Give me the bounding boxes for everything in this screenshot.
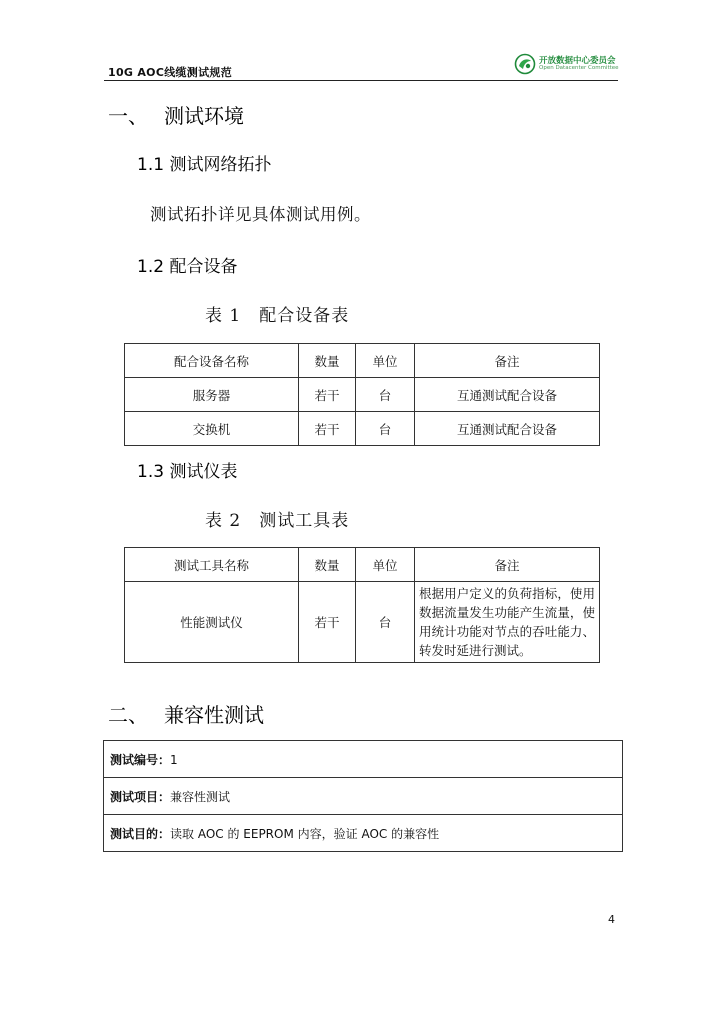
- table-row: [125, 582, 600, 663]
- table-row: [125, 412, 600, 446]
- test-info-cell: [104, 741, 623, 778]
- logo-english-name: Open Datacenter Committee: [539, 64, 619, 71]
- section-2-heading: [108, 699, 264, 728]
- test-id-label: 测试编号：: [110, 752, 171, 767]
- table-header-row: [125, 344, 600, 378]
- test-item-label: 测试项目：: [110, 789, 171, 804]
- test-purpose-label: 测试目的：: [110, 826, 171, 841]
- table-cell: 交换机: [125, 412, 299, 446]
- section-1-number: 一、: [108, 104, 148, 128]
- odcc-logo-icon: [514, 53, 536, 75]
- test-info-row: [104, 741, 623, 778]
- table-header-cell: 配合设备名称: [125, 344, 299, 378]
- table-header-cell: 备注: [415, 344, 600, 378]
- table-cell: 服务器: [125, 378, 299, 412]
- section-1-title: 测试环境: [164, 104, 244, 128]
- table-2-caption-text: 测试工具表: [259, 511, 350, 531]
- table-cell: 互通测试配合设备: [415, 412, 600, 446]
- logo-chinese-name: 开放数据中心委员会: [539, 55, 616, 66]
- test-tools-table: [124, 547, 600, 663]
- page-number: 4: [608, 913, 615, 926]
- test-info-cell: [104, 778, 623, 815]
- subsection-1-1-title: 1.1 测试网络拓扑: [137, 155, 272, 175]
- table-1-caption-text: 配合设备表: [259, 306, 350, 326]
- table-cell: 性能测试仪: [125, 582, 299, 663]
- table-header-cell: 测试工具名称: [125, 548, 299, 582]
- test-purpose-value: 读取 AOC 的 EEPROM 内容，验证 AOC 的兼容性: [170, 826, 440, 841]
- test-id-value: 1: [170, 752, 178, 767]
- table-2-caption: [205, 506, 349, 531]
- subsection-1-3-title: 1.3 测试仪表: [137, 462, 238, 482]
- table-cell: 若干: [299, 412, 356, 446]
- table-header-row: [125, 548, 600, 582]
- subsection-1-1-text: 测试拓扑详见具体测试用例。: [150, 205, 371, 224]
- table-2-caption-number: 表 2: [205, 511, 242, 531]
- test-info-row: [104, 778, 623, 815]
- table-cell: 台: [356, 378, 415, 412]
- table-cell-note: 根据用户定义的负荷指标，使用数据流量发生功能产生流量，使用统计功能对节点的吞吐能力、转发时延进行测试。: [415, 582, 600, 663]
- table-header-cell: 备注: [415, 548, 600, 582]
- table-header-cell: 数量: [299, 548, 356, 582]
- section-2-title: 兼容性测试: [164, 703, 264, 727]
- subsection-1-2-title: 1.2 配合设备: [137, 257, 238, 277]
- table-1-caption: [205, 301, 349, 326]
- table-cell: 若干: [299, 378, 356, 412]
- table-header-cell: 数量: [299, 344, 356, 378]
- header-divider: [104, 80, 618, 81]
- equipment-table: [124, 343, 600, 446]
- test-item-value: 兼容性测试: [170, 789, 231, 804]
- table-header-cell: 单位: [356, 548, 415, 582]
- test-info-cell: [104, 815, 623, 852]
- test-info-row: [104, 815, 623, 852]
- test-info-table: [103, 740, 623, 852]
- section-2-number: 二、: [108, 703, 148, 727]
- section-1-heading: [108, 100, 244, 129]
- table-cell: 互通测试配合设备: [415, 378, 600, 412]
- document-header-title: 10G AOC线缆测试规范: [108, 66, 233, 79]
- odcc-logo: [514, 50, 624, 78]
- table-cell: 台: [356, 412, 415, 446]
- table-header-cell: 单位: [356, 344, 415, 378]
- table-1-caption-number: 表 1: [205, 306, 242, 326]
- table-cell: 台: [356, 582, 415, 663]
- table-row: [125, 378, 600, 412]
- table-cell: 若干: [299, 582, 356, 663]
